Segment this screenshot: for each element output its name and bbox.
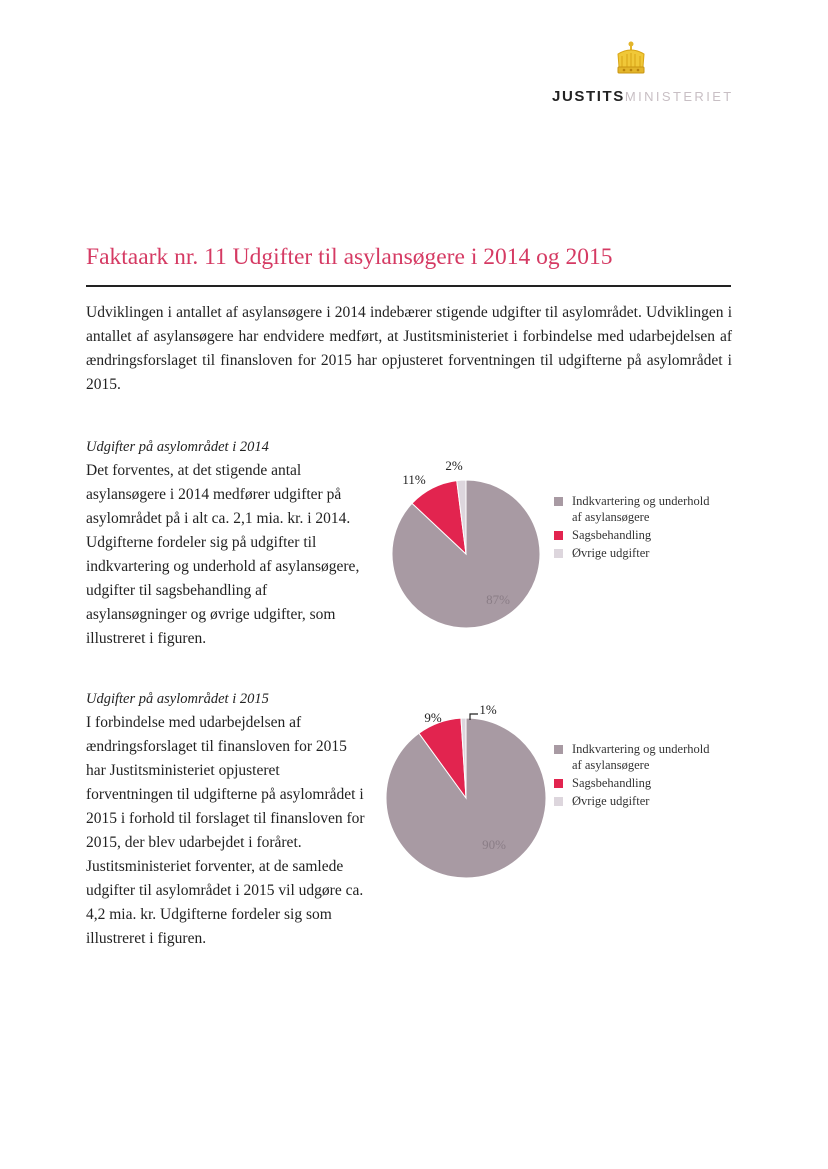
legend-item-casework xyxy=(554,774,709,792)
chart-legend-2015 xyxy=(554,740,709,810)
section-2014-heading: Udgifter på asylområdet i 2014 xyxy=(86,439,269,455)
legend-item-housing-cont xyxy=(554,756,709,774)
section-2015-body: I forbindelse med udarbejdelsen af ændringsforslaget til finansloven for 2015 har Justitsministeriet opjusteret forventningen til udgifterne på asylområdet i 2015 i forhold til forslaget til finansloven for 2015, der blev udarbejdet i foråret. Justitsministeriet forventer, at de samlede udgifter til asylområdet i 2015 vil udgøre ca. 4,2 mia. kr. Udgifterne fordeler sig som illustreret i figuren. xyxy=(86,714,365,947)
pie-chart-2014-svg xyxy=(378,458,554,638)
section-2014-body: Det forventes, at det stigende antal asylansøgere i 2014 medfører udgifter på asylområdet på i alt ca. 2,1 mia. kr. i 2014. Udgifterne fordeler sig på udgifter til indkvartering og underhold af asylansøgere, udgifter til sagsbehandling af asylansøgninger og øvrige udgifter, som illustreret i figuren. xyxy=(86,462,360,647)
pie-label-casework: 9% xyxy=(424,710,442,725)
pie-label-housing: 87% xyxy=(486,592,510,607)
legend-swatch-casework xyxy=(554,531,563,540)
legend-label-other: Øvrige udgifter xyxy=(572,546,650,560)
logo-wordmark-bold: JUSTITS xyxy=(552,88,625,105)
pie-label-housing: 90% xyxy=(482,837,506,852)
page-title: Faktaark nr. 11 Udgifter til asylansøgere i 2014 og 2015 xyxy=(86,244,613,270)
legend-label-housing: Indkvartering og underhold xyxy=(572,742,710,756)
legend-swatch-other xyxy=(554,797,563,806)
legend-label-housing-cont: af asylansøgere xyxy=(572,510,650,524)
crown-icon xyxy=(612,40,650,80)
pie-label-other: 1% xyxy=(479,702,497,717)
legend-item-housing-cont xyxy=(554,508,709,526)
pie-label-casework: 11% xyxy=(402,472,426,487)
legend-label-housing: Indkvartering og underhold xyxy=(572,494,710,508)
legend-item-other xyxy=(554,544,709,562)
logo-wordmark-light: MINISTERIET xyxy=(624,89,734,104)
legend-swatch-housing xyxy=(554,497,563,506)
pie-chart-2015-svg xyxy=(378,700,554,880)
ministry-logo xyxy=(548,40,738,110)
chart-legend-2014 xyxy=(554,492,709,562)
legend-swatch-casework xyxy=(554,779,563,788)
legend-item-other xyxy=(554,792,709,810)
section-2015-heading: Udgifter på asylområdet i 2015 xyxy=(86,691,269,707)
legend-label-casework: Sagsbehandling xyxy=(572,528,652,542)
legend-swatch-other xyxy=(554,549,563,558)
pie-chart-2015 xyxy=(378,700,728,880)
legend-swatch-housing xyxy=(554,745,563,754)
section-2014 xyxy=(86,437,368,651)
legend-label-casework: Sagsbehandling xyxy=(572,776,652,790)
intro-paragraph: Udviklingen i antallet af asylansøgere i 2014 indebærer stigende udgifter til asylområdet. Udviklingen i antallet af asylansøgere har endvidere medført, at Justitsministeriet i forbindelse med udarbejdelsen af ændringsforslaget til finansloven for 2015 har opjusteret forventningen til udgifterne på asylområdet i 2015. xyxy=(86,304,732,393)
pie-label-other: 2% xyxy=(445,458,463,473)
logo-wordmark xyxy=(552,88,734,106)
pie-chart-2014 xyxy=(378,458,728,638)
title-divider xyxy=(86,285,731,287)
legend-item-casework xyxy=(554,526,709,544)
legend-label-other: Øvrige udgifter xyxy=(572,794,650,808)
section-2015 xyxy=(86,689,368,951)
legend-label-housing-cont: af asylansøgere xyxy=(572,758,650,772)
